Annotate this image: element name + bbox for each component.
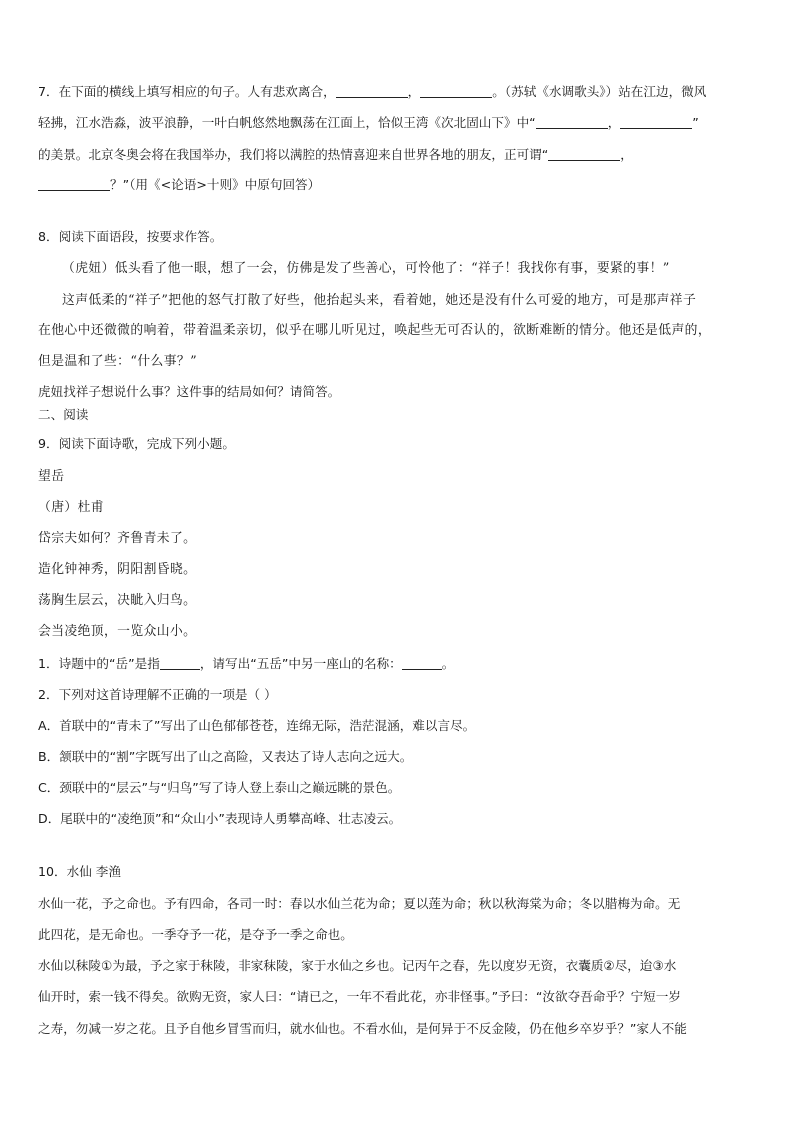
answer-blank[interactable] — [402, 655, 442, 670]
answer-blank[interactable] — [620, 114, 692, 129]
answer-blank[interactable] — [420, 83, 492, 98]
option-d[interactable]: D．尾联中的“凌绝顶”和“众山小”表现诗人勇攀高峰、壮志凌云。 — [38, 811, 402, 826]
q9-sub-1: 1．诗题中的“岳”是指 ，请写出“五岳”中另一座山的名称： 。 — [38, 656, 455, 671]
answer-blank[interactable] — [548, 146, 620, 161]
q7-line-2: 轻拂，江水浩淼，波平浪静，一叶白帆悠然地飘荡在江面上，恰似王湾《次北固山下》中“ ， ” — [38, 115, 699, 130]
option-a[interactable]: A．首联中的“青未了”写出了山色郁郁苍苍，连绵无际，浩茫混涵，难以言尽。 — [38, 718, 476, 733]
q8-question: 虎妞找祥子想说什么事？这件事的结局如何？请简答。 — [38, 384, 341, 399]
q8-passage-line: （虎妞）低头看了他一眼，想了一会，仿佛是发了些善心，可怜他了：“祥子！我找你有事，要紧的事！” — [62, 261, 670, 276]
poem-title: 望岳 — [38, 469, 65, 484]
answer-blank[interactable] — [160, 655, 200, 670]
q7-line-4: ？”（用《<论语>十则》中原句回答） — [38, 175, 320, 195]
poem-line: 岱宗夫如何？齐鲁青未了。 — [38, 531, 197, 546]
answer-blank[interactable] — [336, 83, 408, 98]
q8-passage-line: 在他心中还微微的响着，带着温柔亲切，似乎在哪儿听见过，唤起些无可否认的，欲断难断的情分。他还是低声的， — [38, 323, 712, 338]
section-heading: 二、阅读 — [38, 407, 89, 422]
q7-line-1: 7．在下面的横线上填写相应的句子。人有悲欢离合， ， 。（苏轼《水调歌头》）站在江边，微风 — [38, 84, 707, 99]
poem-line: 荡胸生层云，决眦入归鸟。 — [38, 593, 197, 608]
poem-line: 造化钟神秀，阴阳割昏晓。 — [38, 562, 197, 577]
option-c[interactable]: C．颈联中的“层云”与“归鸟”写了诗人登上泰山之巅远眺的景色。 — [38, 780, 401, 795]
answer-blank[interactable] — [38, 176, 110, 191]
q9-title: 9．阅读下面诗歌，完成下列小题。 — [38, 436, 235, 451]
q10-text-line: 仙开时，索一钱不得矣。欲购无资，家人曰：“请已之，一年不看此花，亦非怪事。”予曰：“汝欲夺吾命乎？宁短一岁 — [38, 989, 681, 1004]
q8-passage-line: 但是温和了些：“什么事？” — [38, 354, 198, 369]
option-b[interactable]: B．颔联中的“割”字既写出了山之高险，又表达了诗人志向之远大。 — [38, 749, 413, 764]
q8-passage-line: 这声低柔的“祥子”把他的怒气打散了好些，他抬起头来，看着她，她还是没有什么可爱的地方，可是那声祥子 — [62, 293, 697, 308]
q10-text-line: 水仙以秣陵①为最，予之家于秣陵，非家秣陵，家于水仙之乡也。记丙午之春，先以度岁无资，衣囊质②尽，迨③水 — [38, 958, 677, 973]
q10-text-line: 此四花，是无命也。一季夺予一花，是夺予一季之命也。 — [38, 927, 353, 942]
q10-text-line: 之寿，勿减一岁之花。且予自他乡冒雪而归，就水仙也。不看水仙，是何异于不反金陵，仍在他乡卒岁乎？”家人不能 — [38, 1021, 687, 1036]
q7-line-3: 的美景。北京冬奥会将在我国举办，我们将以满腔的热情喜迎来自世界各地的朋友，正可谓“ ， — [38, 147, 633, 162]
poem-author: （唐）杜甫 — [38, 500, 104, 515]
q9-sub-2: 2．下列对这首诗理解不正确的一项是（ ） — [38, 687, 277, 702]
answer-blank[interactable] — [536, 114, 608, 129]
q10-title: 10．水仙 李渔 — [38, 864, 121, 879]
q8-title: 8．阅读下面语段，按要求作答。 — [38, 229, 223, 244]
q10-text-line: 水仙一花，予之命也。予有四命，各司一时：春以水仙兰花为命；夏以莲为命；秋以秋海棠为命；冬以腊梅为命。无 — [38, 896, 681, 911]
poem-line: 会当凌绝顶，一览众山小。 — [38, 624, 197, 639]
